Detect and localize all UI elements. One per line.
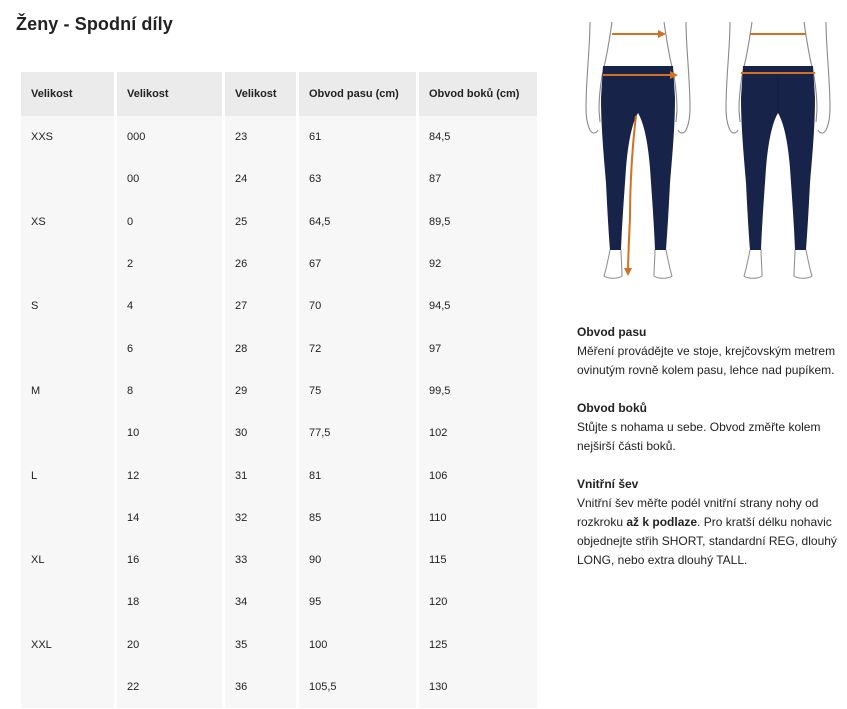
hips-guide bbox=[577, 399, 839, 456]
cell-size-waist-inch: 32 bbox=[225, 497, 296, 539]
cell-size-us: 0 bbox=[117, 201, 222, 243]
cell-hips-cm: 87 bbox=[419, 158, 537, 200]
inseam-guide-text bbox=[577, 494, 839, 570]
cell-size-letter bbox=[21, 327, 114, 369]
cell-size-letter bbox=[21, 666, 114, 708]
inseam-guide bbox=[577, 475, 839, 570]
cell-waist-cm: 90 bbox=[299, 539, 416, 581]
cell-size-letter bbox=[21, 497, 114, 539]
cell-size-letter bbox=[21, 243, 114, 285]
cell-size-us: 8 bbox=[117, 370, 222, 412]
table-row bbox=[21, 497, 537, 539]
table-row bbox=[21, 454, 537, 496]
cell-hips-cm: 125 bbox=[419, 624, 537, 666]
cell-size-us: 2 bbox=[117, 243, 222, 285]
cell-hips-cm: 102 bbox=[419, 412, 537, 454]
cell-size-letter bbox=[21, 412, 114, 454]
cell-size-us: 4 bbox=[117, 285, 222, 327]
measurement-illustration bbox=[578, 18, 840, 288]
table-row bbox=[21, 201, 537, 243]
cell-size-us: 12 bbox=[117, 454, 222, 496]
cell-hips-cm: 84,5 bbox=[419, 116, 537, 158]
cell-size-waist-inch: 25 bbox=[225, 201, 296, 243]
cell-size-us: 14 bbox=[117, 497, 222, 539]
cell-size-letter: L bbox=[21, 454, 114, 496]
waist-guide-heading: Obvod pasu bbox=[577, 325, 647, 339]
header-velikost-3: Velikost bbox=[225, 72, 296, 116]
cell-size-waist-inch: 30 bbox=[225, 412, 296, 454]
cell-size-us: 16 bbox=[117, 539, 222, 581]
cell-size-waist-inch: 34 bbox=[225, 581, 296, 623]
cell-size-waist-inch: 29 bbox=[225, 370, 296, 412]
table-row bbox=[21, 539, 537, 581]
inseam-guide-heading: Vnitřní šev bbox=[577, 477, 639, 491]
cell-waist-cm: 95 bbox=[299, 581, 416, 623]
inseam-text-after: . Pro kratší délku nohavic objednejte střih SHORT, standardní REG, dlouhý LONG, nebo extra dlouhý TALL. bbox=[577, 515, 837, 567]
cell-size-us: 6 bbox=[117, 327, 222, 369]
cell-hips-cm: 115 bbox=[419, 539, 537, 581]
table-row bbox=[21, 116, 537, 158]
cell-size-us: 20 bbox=[117, 624, 222, 666]
cell-size-waist-inch: 36 bbox=[225, 666, 296, 708]
cell-size-waist-inch: 23 bbox=[225, 116, 296, 158]
cell-size-waist-inch: 31 bbox=[225, 454, 296, 496]
cell-size-waist-inch: 27 bbox=[225, 285, 296, 327]
front-leggings bbox=[601, 66, 675, 250]
table-row bbox=[21, 243, 537, 285]
cell-hips-cm: 97 bbox=[419, 327, 537, 369]
table-row bbox=[21, 412, 537, 454]
cell-waist-cm: 105,5 bbox=[299, 666, 416, 708]
cell-hips-cm: 106 bbox=[419, 454, 537, 496]
table-body bbox=[21, 116, 537, 708]
cell-hips-cm: 94,5 bbox=[419, 285, 537, 327]
size-table bbox=[18, 72, 540, 708]
header-velikost-2: Velikost bbox=[117, 72, 222, 116]
cell-size-us: 10 bbox=[117, 412, 222, 454]
page-title: Ženy - Spodní díly bbox=[16, 14, 173, 34]
cell-size-letter: XXS bbox=[21, 116, 114, 158]
cell-size-us: 18 bbox=[117, 581, 222, 623]
waist-guide-text: Měření provádějte ve stoje, krejčovským metrem ovinutým rovně kolem pasu, lehce nad pupíkem. bbox=[577, 344, 836, 377]
measurement-figure-front bbox=[586, 22, 690, 278]
table-row bbox=[21, 327, 537, 369]
cell-size-letter: XL bbox=[21, 539, 114, 581]
table-row bbox=[21, 370, 537, 412]
header-obvod-pasu: Obvod pasu (cm) bbox=[299, 72, 416, 116]
cell-size-waist-inch: 26 bbox=[225, 243, 296, 285]
cell-hips-cm: 89,5 bbox=[419, 201, 537, 243]
cell-size-letter: XS bbox=[21, 201, 114, 243]
inseam-text-before: Vnitřní šev měřte podél vnitřní strany nohy od rozkroku bbox=[577, 496, 819, 529]
cell-waist-cm: 63 bbox=[299, 158, 416, 200]
waist-guide bbox=[577, 323, 839, 380]
table-row bbox=[21, 666, 537, 708]
cell-size-waist-inch: 33 bbox=[225, 539, 296, 581]
cell-size-waist-inch: 28 bbox=[225, 327, 296, 369]
cell-waist-cm: 70 bbox=[299, 285, 416, 327]
cell-hips-cm: 130 bbox=[419, 666, 537, 708]
cell-waist-cm: 61 bbox=[299, 116, 416, 158]
table-row bbox=[21, 581, 537, 623]
cell-hips-cm: 120 bbox=[419, 581, 537, 623]
cell-hips-cm: 110 bbox=[419, 497, 537, 539]
cell-size-us: 00 bbox=[117, 158, 222, 200]
table-row bbox=[21, 285, 537, 327]
header-velikost-1: Velikost bbox=[21, 72, 114, 116]
cell-waist-cm: 77,5 bbox=[299, 412, 416, 454]
table-header-row bbox=[21, 72, 537, 116]
cell-waist-cm: 72 bbox=[299, 327, 416, 369]
cell-size-us: 000 bbox=[117, 116, 222, 158]
cell-waist-cm: 67 bbox=[299, 243, 416, 285]
cell-size-letter: XXL bbox=[21, 624, 114, 666]
cell-size-letter bbox=[21, 158, 114, 200]
measurement-guide bbox=[577, 323, 839, 589]
hips-guide-text: Stůjte s nohama u sebe. Obvod změřte kolem nejširší části boků. bbox=[577, 420, 821, 453]
cell-hips-cm: 99,5 bbox=[419, 370, 537, 412]
cell-size-waist-inch: 24 bbox=[225, 158, 296, 200]
cell-size-waist-inch: 35 bbox=[225, 624, 296, 666]
cell-waist-cm: 100 bbox=[299, 624, 416, 666]
cell-waist-cm: 81 bbox=[299, 454, 416, 496]
cell-waist-cm: 85 bbox=[299, 497, 416, 539]
inseam-text-bold: až k podlaze bbox=[626, 515, 698, 529]
cell-hips-cm: 92 bbox=[419, 243, 537, 285]
cell-size-letter: M bbox=[21, 370, 114, 412]
cell-waist-cm: 75 bbox=[299, 370, 416, 412]
cell-size-letter bbox=[21, 581, 114, 623]
cell-waist-cm: 64,5 bbox=[299, 201, 416, 243]
hips-guide-heading: Obvod boků bbox=[577, 401, 647, 415]
table-row bbox=[21, 158, 537, 200]
table-row bbox=[21, 624, 537, 666]
measurement-figure-back bbox=[726, 22, 830, 278]
header-obvod-boku: Obvod boků (cm) bbox=[419, 72, 537, 116]
cell-size-letter: S bbox=[21, 285, 114, 327]
cell-size-us: 22 bbox=[117, 666, 222, 708]
